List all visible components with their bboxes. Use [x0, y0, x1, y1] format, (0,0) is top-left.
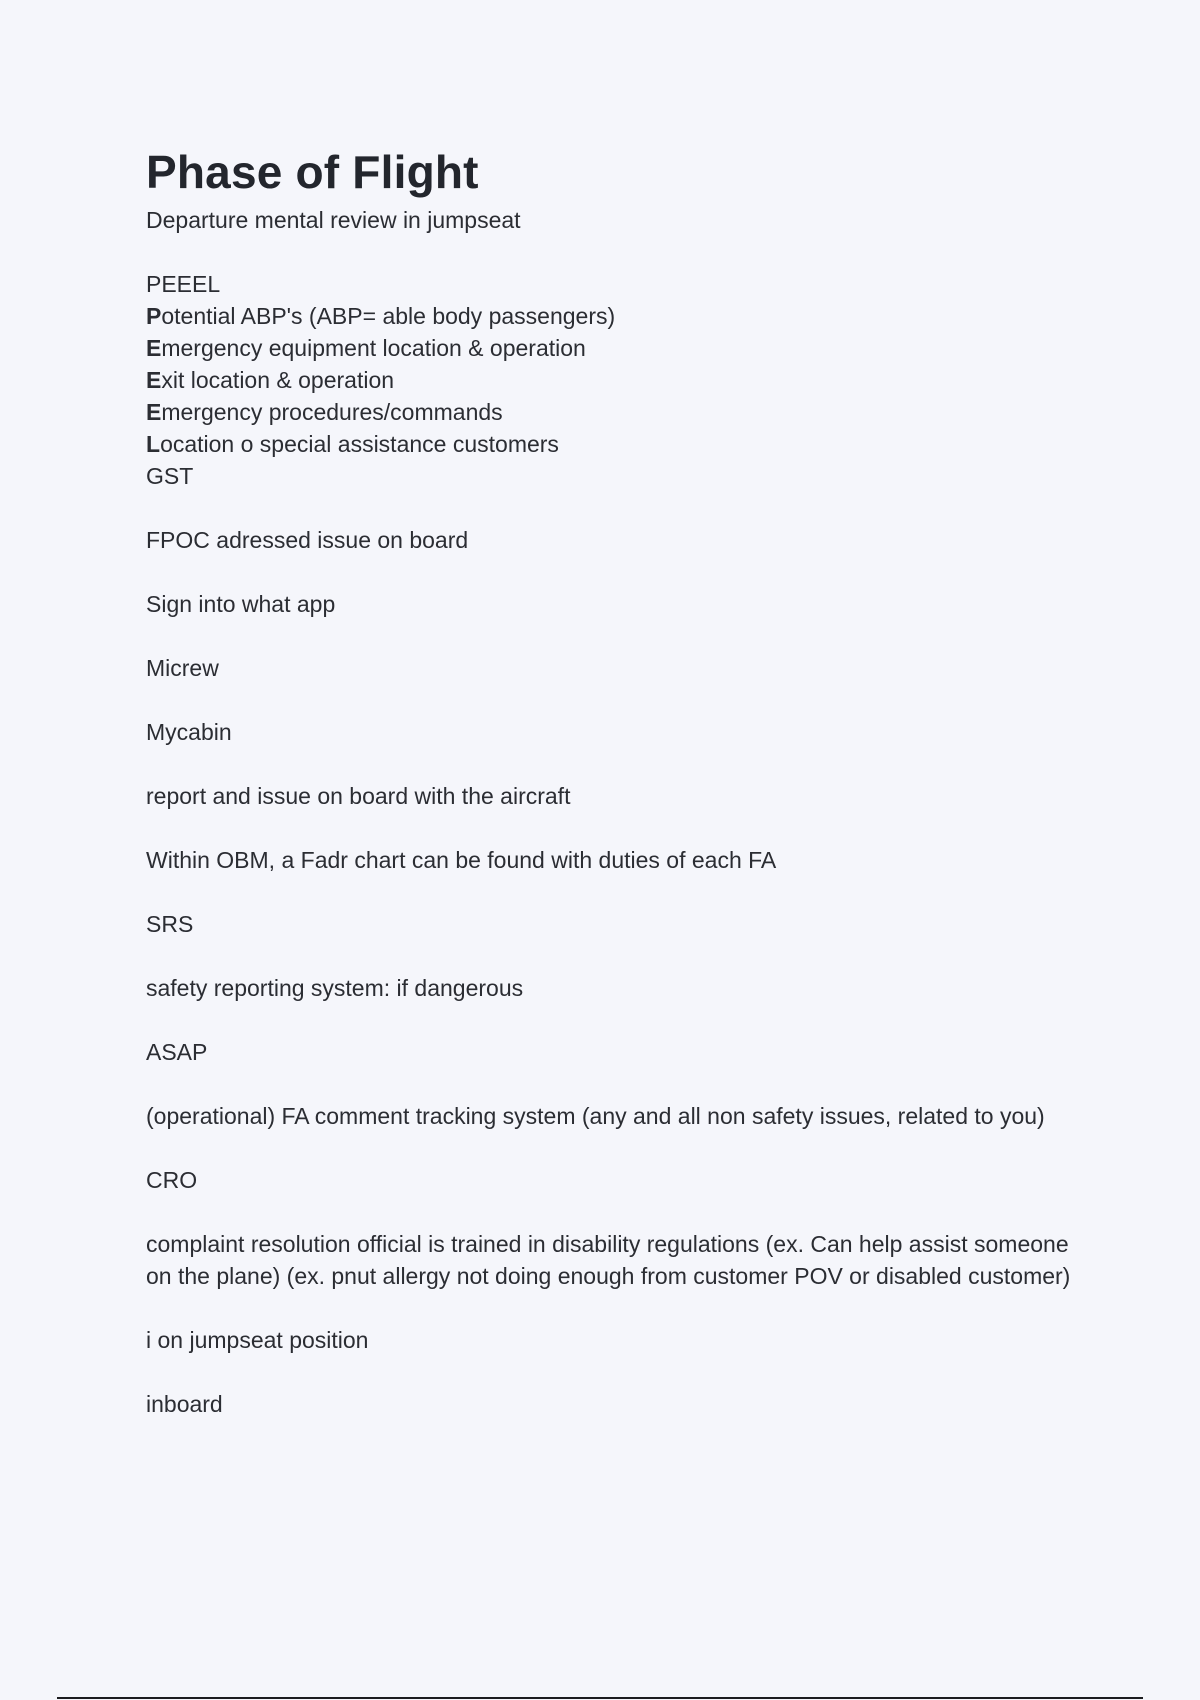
- peeel-item-text: xit location & operation: [161, 367, 395, 393]
- peeel-item-text: ocation o special assistance customers: [160, 431, 559, 457]
- subtitle: Departure mental review in jumpseat: [146, 207, 521, 233]
- peeel-item-text: otential ABP's (ABP= able body passengers): [161, 303, 616, 329]
- document-page: [146, 140, 1076, 1452]
- peeel-item-initial: E: [146, 367, 162, 393]
- peeel-item-initial: E: [146, 335, 162, 361]
- note-paragraph: FPOC adressed issue on board: [146, 527, 469, 553]
- note-paragraph: CRO: [146, 1167, 198, 1193]
- note-paragraph: inboard: [146, 1391, 223, 1417]
- note-paragraph: SRS: [146, 911, 194, 937]
- peeel-item-initial: E: [146, 399, 162, 425]
- note-paragraph: ASAP: [146, 1039, 208, 1065]
- note-paragraph: Sign into what app: [146, 591, 336, 617]
- note-paragraph: complaint resolution official is trained in disability regulations (ex. Can help assist someone on the plane) (ex. pnut allergy not doing enough from customer POV or disabled customer): [146, 1231, 1071, 1289]
- peeel-item-initial: P: [146, 303, 162, 329]
- note-paragraph: i on jumpseat position: [146, 1327, 369, 1353]
- note-paragraph: report and issue on board with the aircraft: [146, 783, 571, 809]
- peeel-trailer: GST: [146, 463, 194, 489]
- note-paragraph: Within OBM, a Fadr chart can be found with duties of each FA: [146, 847, 777, 873]
- peeel-item-text: mergency equipment location & operation: [161, 335, 586, 361]
- note-paragraph: Mycabin: [146, 719, 232, 745]
- note-paragraph: Micrew: [146, 655, 219, 681]
- page-title: Phase of Flight: [146, 146, 479, 198]
- peeel-list: [146, 268, 1076, 492]
- peeel-item: [146, 332, 1076, 364]
- note-paragraph: (operational) FA comment tracking system (any and all non safety issues, related to you): [146, 1103, 1045, 1129]
- peeel-item-initial: L: [146, 431, 161, 457]
- peeel-item: [146, 428, 1076, 460]
- peeel-item: [146, 396, 1076, 428]
- page-bottom-divider: [57, 1697, 1143, 1699]
- peeel-item-text: mergency procedures/commands: [161, 399, 503, 425]
- peeel-item: [146, 364, 1076, 396]
- peeel-heading: PEEEL: [146, 271, 221, 297]
- note-paragraph: safety reporting system: if dangerous: [146, 975, 524, 1001]
- peeel-item: [146, 300, 1076, 332]
